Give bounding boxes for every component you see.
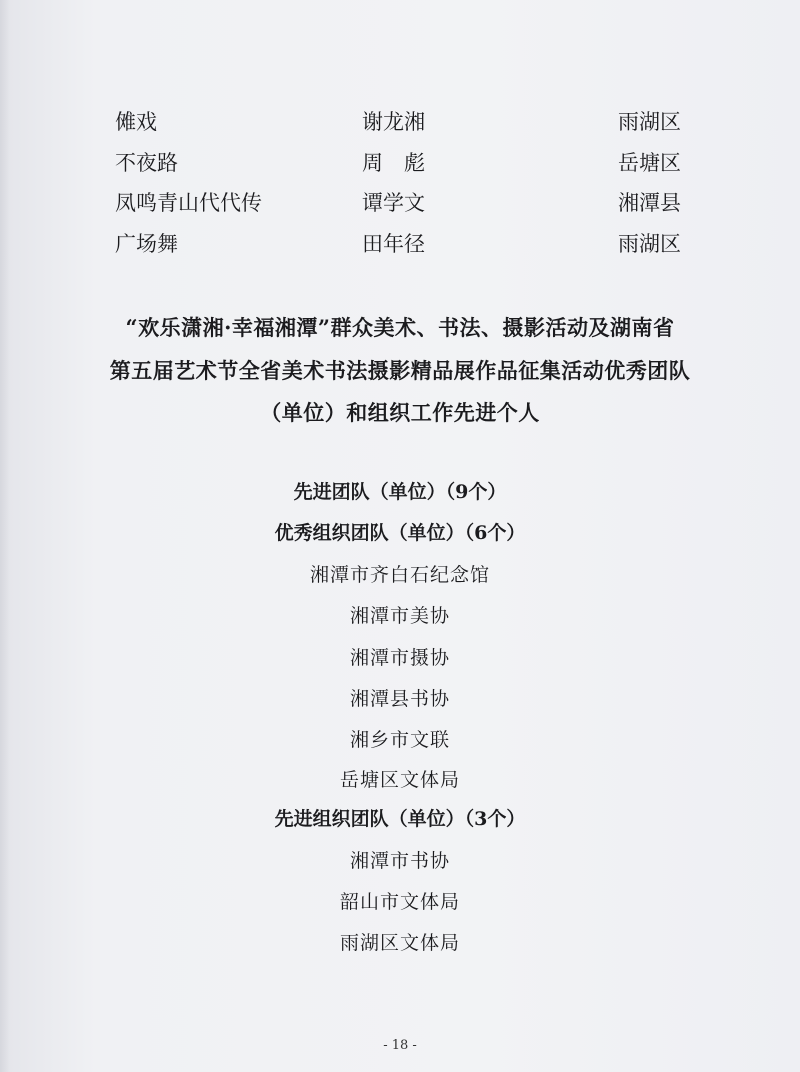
excellent-teams-heading: 优秀组织团队（单位）（6个） (274, 522, 526, 544)
unit-name: 雨湖区文体局 (339, 932, 460, 954)
section-title-line: 第五届艺术节全省美术书法摄影精品展作品征集活动优秀团队 (109, 358, 691, 383)
unit-name: 湘潭市齐白石纪念馆 (309, 564, 490, 586)
unit-name: 湘乡市文联 (349, 729, 450, 751)
district-name: 岳塘区 (618, 151, 681, 175)
section-title-line: “欢乐潇湘·幸福湘潭”群众美术、书法、摄影活动及湖南省 (125, 315, 675, 340)
award-row (0, 146, 800, 180)
award-row (0, 186, 800, 220)
unit-name: 湘潭市美协 (349, 605, 450, 627)
work-title: 傩戏 (115, 110, 157, 134)
work-title: 凤鸣青山代代传 (115, 191, 262, 215)
unit-name: 湘潭县书协 (349, 688, 450, 710)
district-name: 雨湖区 (618, 232, 681, 256)
advanced-org-heading: 先进组织团队（单位）（3个） (274, 808, 526, 830)
author-name: 周 彪 (362, 151, 425, 175)
award-row (0, 105, 800, 139)
district-name: 雨湖区 (618, 110, 681, 134)
district-name: 湘潭县 (618, 191, 681, 215)
section-title-line: （单位）和组织工作先进个人 (260, 400, 540, 425)
author-name: 谭学文 (362, 191, 425, 215)
page-number: - 18 - (383, 1038, 417, 1053)
award-row (0, 227, 800, 261)
unit-name: 岳塘区文体局 (339, 769, 460, 791)
unit-name: 韶山市文体局 (339, 891, 460, 913)
work-title: 不夜路 (115, 151, 178, 175)
author-name: 谢龙湘 (362, 110, 425, 134)
author-name: 田年径 (362, 232, 425, 256)
work-title: 广场舞 (115, 232, 178, 256)
advanced-teams-heading: 先进团队（单位）（9个） (293, 481, 507, 503)
unit-name: 湘潭市摄协 (349, 647, 450, 669)
unit-name: 湘潭市书协 (349, 850, 450, 872)
